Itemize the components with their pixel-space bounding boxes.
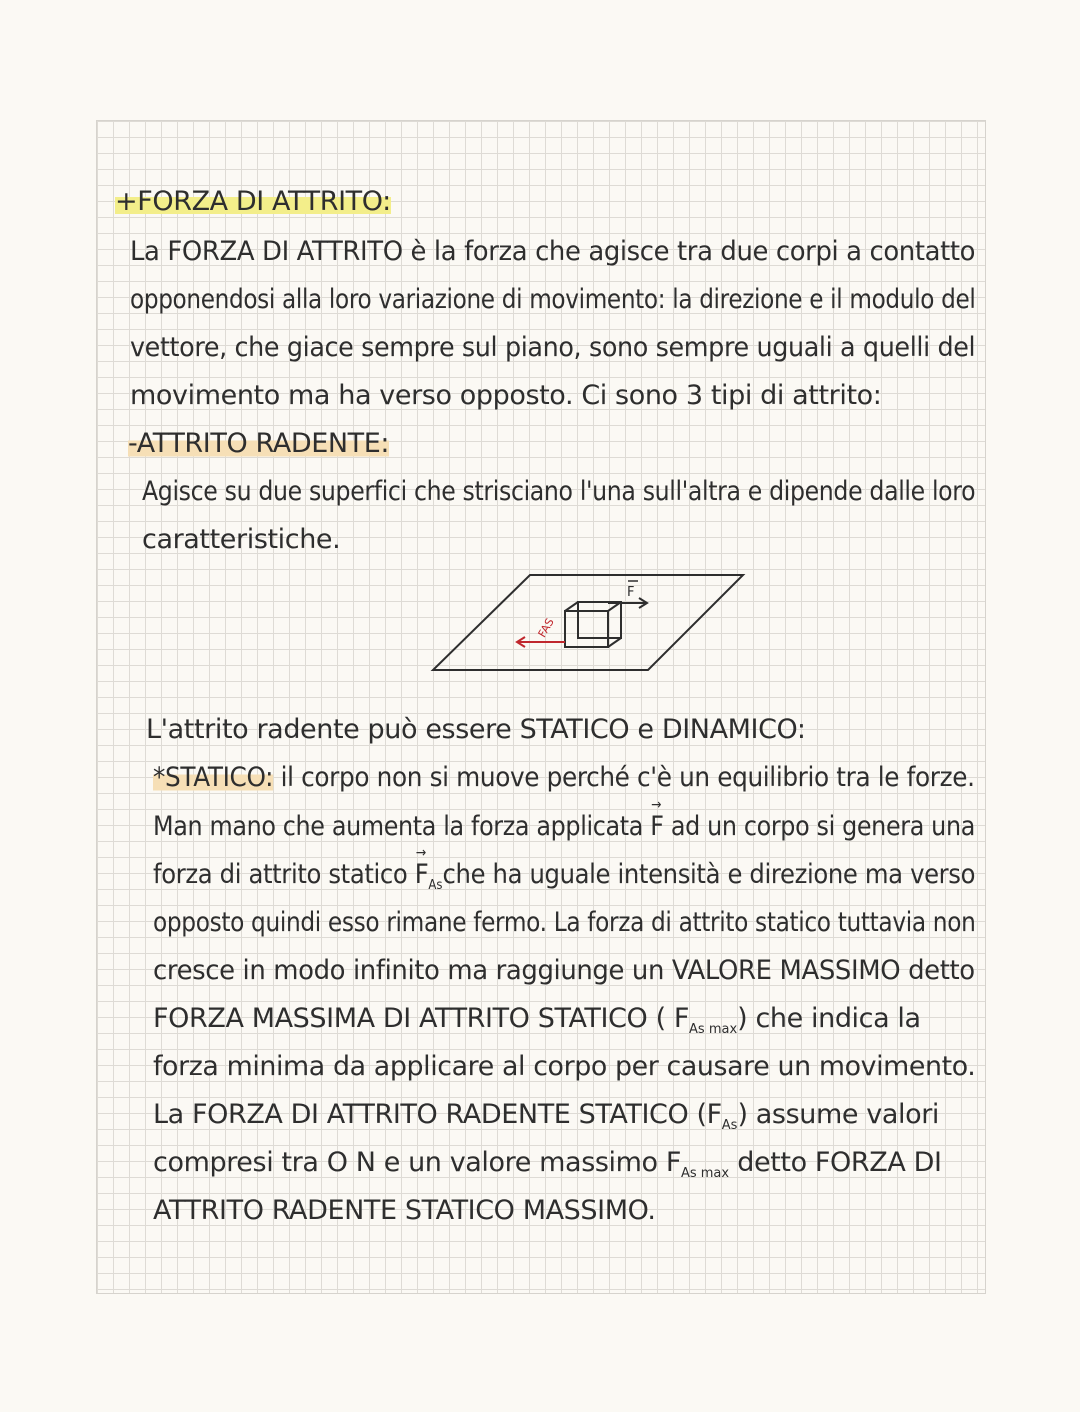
- statico-first-text: il corpo non si muove perché c'è un equilibrio tra le forze.: [273, 762, 975, 793]
- statico-line-8-a: La FORZA DI ATTRITO RADENTE STATICO (F: [153, 1099, 722, 1130]
- statico-line-6-b: ) che indica la: [737, 1003, 921, 1034]
- statico-line-5: cresce in modo infinito ma raggiunge un VALORE MASSIMO detto: [153, 955, 975, 986]
- statico-line-2-b: ad un corpo si genera una: [663, 811, 975, 842]
- heading-text: +FORZA DI ATTRITO:: [115, 186, 391, 217]
- statico-line-10: ATTRITO RADENTE STATICO MASSIMO.: [153, 1195, 656, 1226]
- fas-max-subscript: As max: [689, 1022, 738, 1037]
- friction-force-arrow: [517, 637, 565, 647]
- intro-line-3: vettore, che giace sempre sul piano, sono sempre uguali a quelli del: [130, 332, 976, 363]
- statico-intro: L'attrito radente può essere STATICO e DINAMICO:: [146, 714, 806, 745]
- friction-vector-symbol: → F: [415, 859, 429, 890]
- heading: [115, 186, 391, 217]
- friction-diagram: [430, 570, 750, 674]
- statico-line-4: opposto quindi esso rimane fermo. La forza di attrito statico tuttavia non: [153, 907, 976, 938]
- section-heading-text: -ATTRITO RADENTE:: [128, 428, 390, 459]
- statico-line-3-a: forza di attrito statico: [153, 859, 415, 890]
- statico-heading: *STATICO:: [153, 762, 274, 793]
- statico-line-8-b: ) assume valori: [737, 1099, 940, 1130]
- statico-line-8: [153, 1099, 940, 1133]
- friction-force-label: FAS: [535, 616, 557, 640]
- intro-line-4: movimento ma ha verso opposto. Ci sono 3 tipi di attrito:: [130, 380, 882, 411]
- statico-line-7: forza minima da applicare al corpo per causare un movimento.: [153, 1051, 976, 1082]
- fas-max-subscript-2: As max: [680, 1166, 730, 1181]
- force-vector-symbol: → F: [650, 811, 663, 842]
- applied-force-label: F: [627, 585, 635, 600]
- statico-line-2-a: Man mano che aumenta la forza applicata: [153, 811, 651, 842]
- statico-line-2: [153, 811, 975, 842]
- statico-line-6: [153, 1003, 921, 1037]
- plane-surface: [433, 575, 743, 670]
- intro-line-2: opponendosi alla loro variazione di movimento: la direzione e il modulo del: [130, 284, 976, 315]
- radente-desc-line-1: Agisce su due superfici che strisciano l'una sull'altra e dipende dalle loro: [142, 476, 976, 507]
- statico-line-9-a: compresi tra O N e un valore massimo F: [153, 1147, 681, 1178]
- friction-vector-subscript: As: [428, 878, 443, 893]
- statico-line-6-a: FORZA MASSIMA DI ATTRITO STATICO ( F: [153, 1003, 690, 1034]
- statico-line-9: [153, 1147, 942, 1181]
- section-heading: [128, 428, 389, 459]
- statico-line-3: [153, 859, 976, 893]
- intro-line-1: La FORZA DI ATTRITO è la forza che agisce tra due corpi a contatto: [130, 236, 976, 267]
- radente-desc-line-2: caratteristiche.: [142, 524, 341, 555]
- block-icon: [565, 602, 621, 647]
- fas-subscript: As: [721, 1118, 738, 1133]
- statico-line-3-b: che ha uguale intensità e direzione ma verso: [442, 859, 976, 890]
- statico-line-1: [153, 762, 975, 793]
- statico-line-9-b: detto FORZA DI: [729, 1147, 942, 1178]
